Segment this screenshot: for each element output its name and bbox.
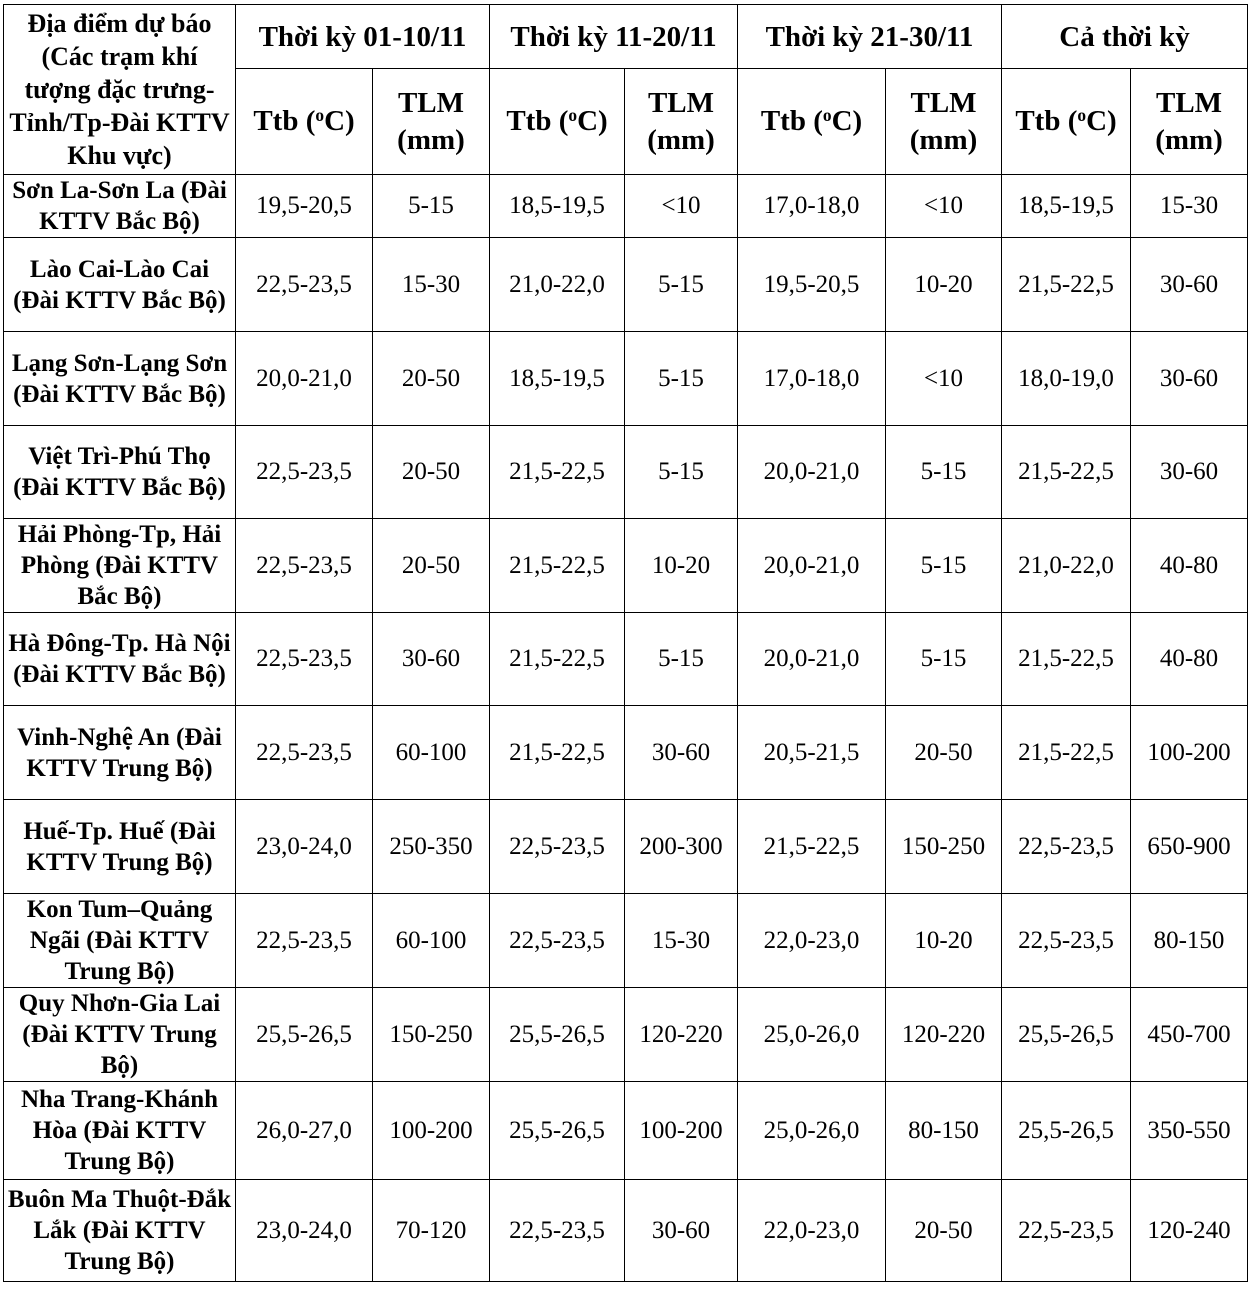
location-cell: Buôn Ma Thuột-Đắk Lắk (Đài KTTV Trung Bộ)	[4, 1180, 236, 1282]
temp-label: Ttb (	[1015, 105, 1078, 137]
temp-cell: 22,5-23,5	[236, 894, 373, 988]
header-temp-3	[738, 69, 886, 175]
temp-cell: 19,5-20,5	[738, 238, 886, 332]
rain-cell: 30-60	[1131, 332, 1248, 426]
rain-unit: (mm)	[909, 123, 978, 156]
temp-cell: 25,5-26,5	[490, 988, 625, 1082]
header-period-3: Thời kỳ 21-30/11	[738, 5, 1002, 69]
rain-cell: 100-200	[625, 1082, 738, 1180]
rain-cell: 10-20	[886, 894, 1002, 988]
table-row	[4, 613, 1248, 706]
rain-cell: 80-150	[886, 1082, 1002, 1180]
rain-cell: 20-50	[886, 706, 1002, 800]
rain-unit: (mm)	[1155, 123, 1223, 156]
rain-cell: 5-15	[625, 238, 738, 332]
temp-cell: 18,5-19,5	[1002, 175, 1131, 238]
rain-cell: 5-15	[886, 426, 1002, 519]
rain-cell: 20-50	[886, 1180, 1002, 1282]
temp-cell: 21,5-22,5	[1002, 706, 1131, 800]
forecast-table	[3, 4, 1248, 1282]
table-row	[4, 800, 1248, 894]
location-cell: Hà Đông-Tp. Hà Nội (Đài KTTV Bắc Bộ)	[4, 613, 236, 706]
table-row	[4, 706, 1248, 800]
location-cell: Huế-Tp. Huế (Đài KTTV Trung Bộ)	[4, 800, 236, 894]
rain-label: TLM	[910, 86, 977, 119]
temp-cell: 21,5-22,5	[1002, 238, 1131, 332]
location-cell: Việt Trì-Phú Thọ (Đài KTTV Bắc Bộ)	[4, 426, 236, 519]
rain-cell: 20-50	[373, 332, 490, 426]
header-period-all: Cả thời kỳ	[1002, 5, 1248, 69]
temp-cell: 25,5-26,5	[1002, 1082, 1131, 1180]
rain-cell: 100-200	[373, 1082, 490, 1180]
temp-cell: 21,5-22,5	[490, 613, 625, 706]
location-cell: Nha Trang-Khánh Hòa (Đài KTTV Trung Bộ)	[4, 1082, 236, 1180]
temp-cell: 18,5-19,5	[490, 175, 625, 238]
temp-cell: 26,0-27,0	[236, 1082, 373, 1180]
temp-unit: C)	[577, 105, 608, 137]
temp-cell: 18,0-19,0	[1002, 332, 1131, 426]
rain-cell: 350-550	[1131, 1082, 1248, 1180]
rain-cell: 5-15	[625, 332, 738, 426]
header-rain-2	[625, 69, 738, 175]
temp-cell: 25,5-26,5	[236, 988, 373, 1082]
temp-cell: 20,0-21,0	[738, 519, 886, 613]
rain-cell: 650-900	[1131, 800, 1248, 894]
rain-label: TLM	[397, 86, 465, 119]
rain-cell: 200-300	[625, 800, 738, 894]
location-cell: Hải Phòng-Tp, Hải Phòng (Đài KTTV Bắc Bộ)	[4, 519, 236, 613]
degree-sup: o	[315, 105, 325, 126]
temp-cell: 18,5-19,5	[490, 332, 625, 426]
temp-cell: 22,5-23,5	[236, 613, 373, 706]
rain-cell: 20-50	[373, 519, 490, 613]
header-temp-4	[1002, 69, 1131, 175]
rain-cell: 5-15	[625, 613, 738, 706]
temp-cell: 22,5-23,5	[490, 800, 625, 894]
temp-cell: 22,5-23,5	[236, 426, 373, 519]
temp-cell: 25,0-26,0	[738, 988, 886, 1082]
temp-unit: C)	[1086, 105, 1117, 137]
header-rain-1	[373, 69, 490, 175]
rain-cell: 10-20	[625, 519, 738, 613]
temp-cell: 21,5-22,5	[1002, 426, 1131, 519]
temp-cell: 22,5-23,5	[236, 519, 373, 613]
temp-cell: 22,5-23,5	[490, 894, 625, 988]
rain-cell: 150-250	[373, 988, 490, 1082]
temp-cell: 25,0-26,0	[738, 1082, 886, 1180]
table-row	[4, 238, 1248, 332]
temp-cell: 20,0-21,0	[738, 613, 886, 706]
rain-cell: <10	[886, 175, 1002, 238]
table-row	[4, 175, 1248, 238]
temp-cell: 22,0-23,0	[738, 894, 886, 988]
temp-cell: 25,5-26,5	[1002, 988, 1131, 1082]
rain-cell: 20-50	[373, 426, 490, 519]
location-cell: Lào Cai-Lào Cai (Đài KTTV Bắc Bộ)	[4, 238, 236, 332]
table-row	[4, 519, 1248, 613]
header-location: Địa điểm dự báo (Các trạm khí tượng đặc trưng-Tỉnh/Tp-Đài KTTV Khu vực)	[4, 5, 236, 175]
rain-cell: 120-220	[625, 988, 738, 1082]
rain-cell: 40-80	[1131, 613, 1248, 706]
temp-label: Ttb (	[253, 105, 316, 137]
rain-cell: 60-100	[373, 706, 490, 800]
temp-cell: 21,5-22,5	[738, 800, 886, 894]
header-rain-3	[886, 69, 1002, 175]
rain-cell: 5-15	[886, 519, 1002, 613]
temp-cell: 21,0-22,0	[1002, 519, 1131, 613]
header-rain-4	[1131, 69, 1248, 175]
rain-cell: 5-15	[373, 175, 490, 238]
temp-cell: 23,0-24,0	[236, 1180, 373, 1282]
forecast-body	[4, 175, 1248, 1282]
temp-cell: 20,0-21,0	[738, 426, 886, 519]
temp-cell: 22,5-23,5	[490, 1180, 625, 1282]
location-cell: Vinh-Nghệ An (Đài KTTV Trung Bộ)	[4, 706, 236, 800]
table-row	[4, 332, 1248, 426]
temp-label: Ttb (	[506, 105, 569, 137]
temp-cell: 21,0-22,0	[490, 238, 625, 332]
temp-cell: 20,0-21,0	[236, 332, 373, 426]
temp-unit: C)	[324, 105, 355, 137]
header-temp-2	[490, 69, 625, 175]
temp-cell: 22,0-23,0	[738, 1180, 886, 1282]
rain-cell: 30-60	[625, 706, 738, 800]
location-cell: Lạng Sơn-Lạng Sơn (Đài KTTV Bắc Bộ)	[4, 332, 236, 426]
temp-cell: 21,5-22,5	[490, 519, 625, 613]
temp-cell: 23,0-24,0	[236, 800, 373, 894]
rain-cell: 150-250	[886, 800, 1002, 894]
temp-cell: 22,5-23,5	[1002, 894, 1131, 988]
temp-cell: 22,5-23,5	[236, 238, 373, 332]
rain-cell: 40-80	[1131, 519, 1248, 613]
rain-cell: 5-15	[625, 426, 738, 519]
rain-cell: 250-350	[373, 800, 490, 894]
table-row	[4, 988, 1248, 1082]
temp-cell: 20,5-21,5	[738, 706, 886, 800]
rain-unit: (mm)	[647, 123, 715, 156]
table-row	[4, 894, 1248, 988]
rain-cell: <10	[886, 332, 1002, 426]
rain-cell: 5-15	[886, 613, 1002, 706]
rain-cell: 30-60	[625, 1180, 738, 1282]
rain-label: TLM	[1155, 86, 1223, 119]
table-row	[4, 426, 1248, 519]
rain-cell: 15-30	[373, 238, 490, 332]
temp-cell: 22,5-23,5	[236, 706, 373, 800]
rain-cell: 70-120	[373, 1180, 490, 1282]
rain-cell: 30-60	[373, 613, 490, 706]
rain-cell: 15-30	[625, 894, 738, 988]
temp-unit: C)	[831, 105, 863, 137]
header-period-2: Thời kỳ 11-20/11	[490, 5, 738, 69]
rain-cell: 30-60	[1131, 426, 1248, 519]
temp-cell: 22,5-23,5	[1002, 800, 1131, 894]
rain-cell: 30-60	[1131, 238, 1248, 332]
location-cell: Kon Tum–Quảng Ngãi (Đài KTTV Trung Bộ)	[4, 894, 236, 988]
header-row-periods	[4, 5, 1248, 69]
rain-cell: 120-220	[886, 988, 1002, 1082]
rain-label: TLM	[647, 86, 715, 119]
location-cell: Sơn La-Sơn La (Đài KTTV Bắc Bộ)	[4, 175, 236, 238]
degree-sup: o	[568, 105, 578, 126]
table-row	[4, 1180, 1248, 1282]
temp-cell: 25,5-26,5	[490, 1082, 625, 1180]
header-temp-1	[236, 69, 373, 175]
location-cell: Quy Nhơn-Gia Lai (Đài KTTV Trung Bộ)	[4, 988, 236, 1082]
temp-cell: 21,5-22,5	[490, 706, 625, 800]
rain-cell: 80-150	[1131, 894, 1248, 988]
rain-cell: 60-100	[373, 894, 490, 988]
rain-cell: 15-30	[1131, 175, 1248, 238]
rain-cell: <10	[625, 175, 738, 238]
temp-cell: 19,5-20,5	[236, 175, 373, 238]
temp-cell: 22,5-23,5	[1002, 1180, 1131, 1282]
temp-cell: 17,0-18,0	[738, 175, 886, 238]
table-row	[4, 1082, 1248, 1180]
header-period-1: Thời kỳ 01-10/11	[236, 5, 490, 69]
rain-cell: 450-700	[1131, 988, 1248, 1082]
temp-cell: 17,0-18,0	[738, 332, 886, 426]
degree-sup: o	[1077, 105, 1087, 126]
degree-sup: o	[822, 105, 832, 126]
temp-label: Ttb (	[760, 105, 823, 137]
rain-cell: 100-200	[1131, 706, 1248, 800]
rain-unit: (mm)	[397, 123, 465, 156]
rain-cell: 10-20	[886, 238, 1002, 332]
temp-cell: 21,5-22,5	[490, 426, 625, 519]
temp-cell: 21,5-22,5	[1002, 613, 1131, 706]
rain-cell: 120-240	[1131, 1180, 1248, 1282]
